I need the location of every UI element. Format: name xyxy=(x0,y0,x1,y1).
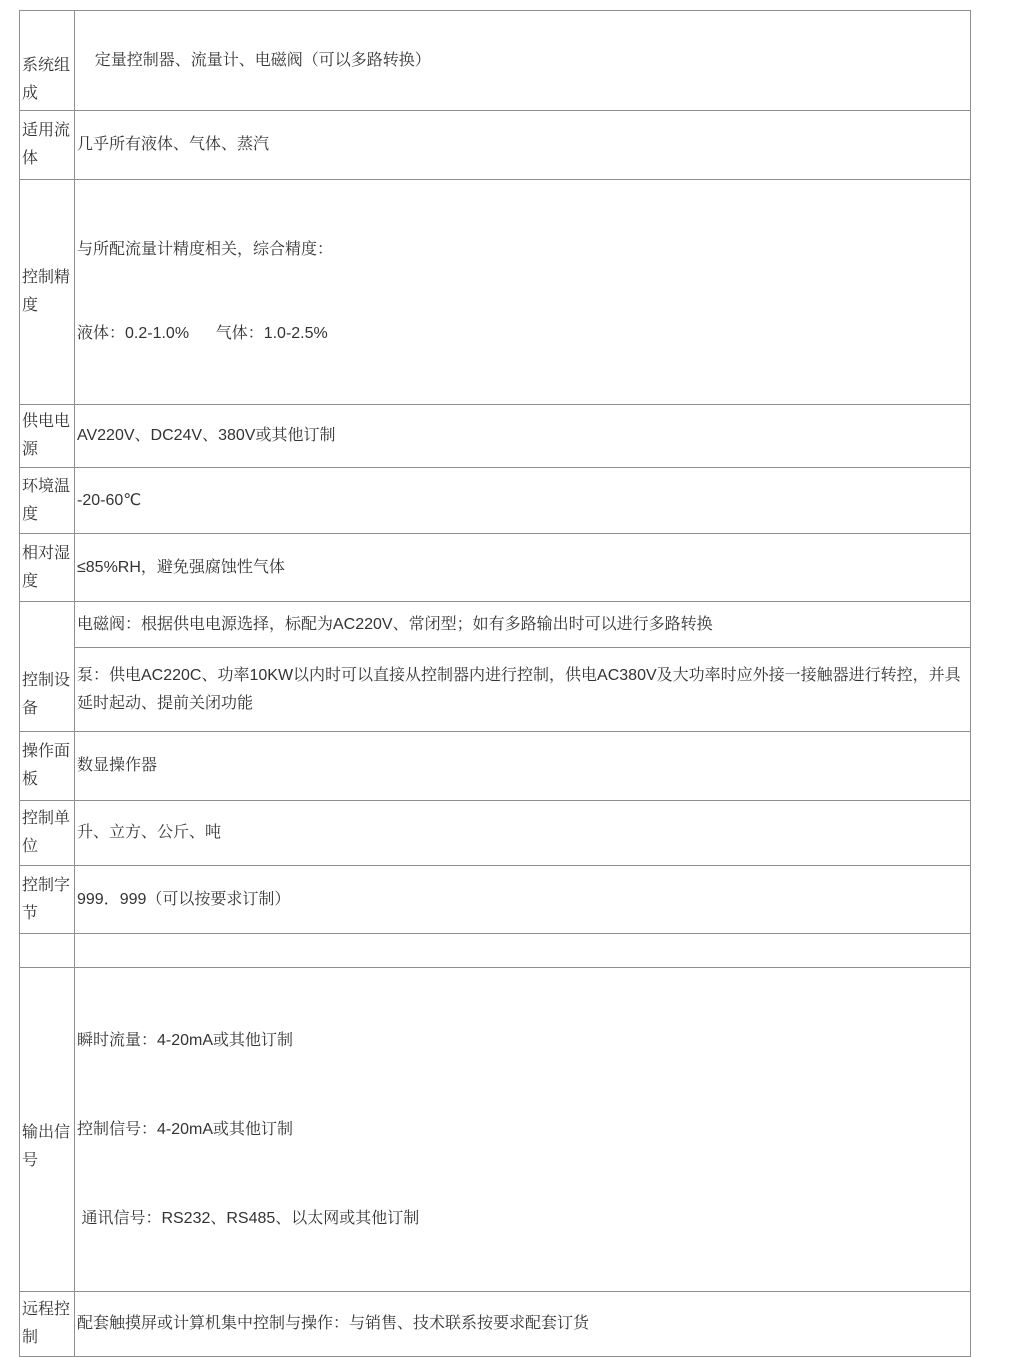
row-label-ambient-temperature: 环境温度 xyxy=(20,468,75,534)
table-row-operation-panel xyxy=(20,732,971,801)
spec-table xyxy=(19,10,971,1357)
row-content-spacer xyxy=(75,934,971,968)
table-row-system-composition xyxy=(20,11,971,111)
row-label-control-digits: 控制字节 xyxy=(20,866,75,934)
row-label-control-devices: 控制设备 xyxy=(20,602,75,732)
row-label-system-composition: 系统组成 xyxy=(20,11,75,111)
row-content-control-digits: 999．999（可以按要求订制） xyxy=(75,866,971,934)
table-row-control-devices-valve xyxy=(20,602,971,648)
table-row-control-accuracy xyxy=(20,180,971,405)
table-row-power-supply xyxy=(20,405,971,468)
table-row-control-devices-pump xyxy=(20,648,971,732)
row-label-relative-humidity: 相对湿度 xyxy=(20,534,75,602)
row-label-power-supply: 供电电源 xyxy=(20,405,75,468)
row-content-remote-control: 配套触摸屏或计算机集中控制与操作：与销售、技术联系按要求配套订货 xyxy=(75,1292,971,1357)
row-content-ambient-temperature: -20-60℃ xyxy=(75,468,971,534)
row-content-control-units: 升、立方、公斤、吨 xyxy=(75,801,971,866)
control-accuracy-line-1: 与所配流量计精度相关，综合精度： xyxy=(77,241,334,258)
row-label-spacer xyxy=(20,934,75,968)
row-content-relative-humidity: ≤85%RH，避免强腐蚀性气体 xyxy=(75,534,971,602)
row-label-control-units: 控制单位 xyxy=(20,801,75,866)
row-label-remote-control: 远程控制 xyxy=(20,1292,75,1357)
row-content-control-accuracy xyxy=(75,180,971,405)
table-row-spacer xyxy=(20,934,971,968)
row-content-applicable-fluids: 几乎所有液体、气体、蒸汽 xyxy=(75,111,971,180)
row-label-applicable-fluids: 适用流体 xyxy=(20,111,75,180)
control-accuracy-line-2: 液体：0.2-1.0% 气体：1.0-2.5% xyxy=(77,325,328,342)
output-signals-line-1: 瞬时流量：4-20mA或其他订制 xyxy=(77,1032,294,1049)
row-content-system-composition: 定量控制器、流量计、电磁阀（可以多路转换） xyxy=(75,11,971,111)
row-content-power-supply: AV220V、DC24V、380V或其他订制 xyxy=(75,405,971,468)
row-content-pump: 泵：供电AC220C、功率10KW以内时可以直接从控制器内进行控制，供电AC380V及大功率时应外接一接触器进行转控，并具延时起动、提前关闭功能 xyxy=(75,648,971,732)
row-label-output-signals: 输出信号 xyxy=(20,968,75,1292)
table-row-remote-control xyxy=(20,1292,971,1357)
row-label-operation-panel: 操作面板 xyxy=(20,732,75,801)
row-content-solenoid-valve: 电磁阀：根据供电电源选择，标配为AC220V、常闭型；如有多路输出时可以进行多路转换 xyxy=(75,602,971,648)
table-row-control-digits xyxy=(20,866,971,934)
row-content-operation-panel: 数显操作器 xyxy=(75,732,971,801)
output-signals-line-3: 通讯信号：RS232、RS485、以太网或其他订制 xyxy=(77,1210,420,1227)
table-row-control-units xyxy=(20,801,971,866)
output-signals-line-2: 控制信号：4-20mA或其他订制 xyxy=(77,1121,294,1138)
row-content-output-signals xyxy=(75,968,971,1292)
table-row-ambient-temperature xyxy=(20,468,971,534)
row-label-control-accuracy: 控制精度 xyxy=(20,180,75,405)
table-row-applicable-fluids xyxy=(20,111,971,180)
table-row-output-signals xyxy=(20,968,971,1292)
table-row-relative-humidity xyxy=(20,534,971,602)
